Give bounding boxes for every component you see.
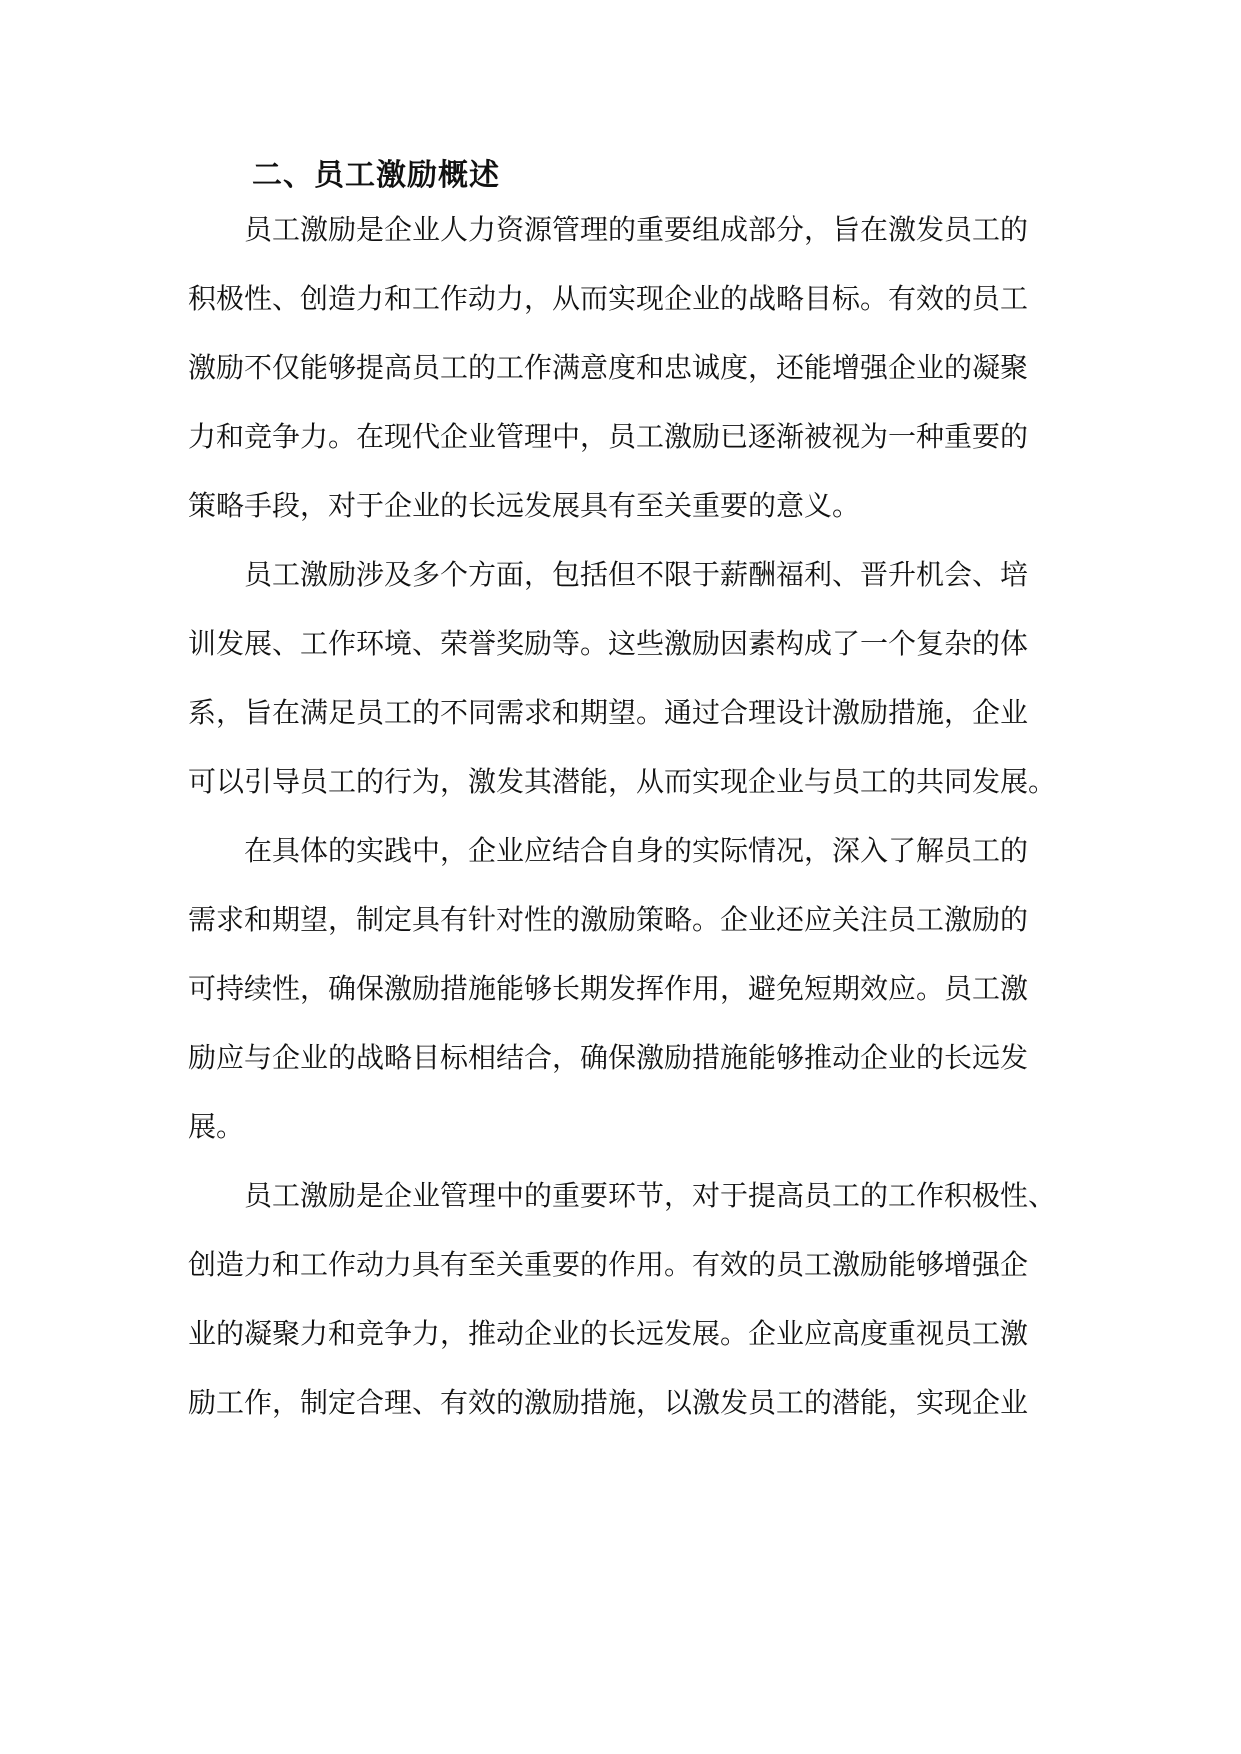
paragraph-1-line-1: 员工激励是企业人力资源管理的重要组成部分，旨在激发员工的 [244,213,1029,246]
paragraph-4-line-2: 创造力和工作动力具有至关重要的作用。有效的员工激励能够增强企 [188,1248,1029,1281]
paragraph-3-line-3: 可持续性，确保激励措施能够长期发挥作用，避免短期效应。员工激 [188,972,1029,1005]
paragraph-1-line-3: 激励不仅能够提高员工的工作满意度和忠诚度，还能增强企业的凝聚 [188,351,1029,384]
paragraph-2-line-4: 可以引导员工的行为，激发其潜能，从而实现企业与员工的共同发展。 [188,765,1057,798]
paragraph-4-line-3: 业的凝聚力和竞争力，推动企业的长远发展。企业应高度重视员工激 [188,1317,1029,1350]
paragraph-3-line-1: 在具体的实践中，企业应结合自身的实际情况，深入了解员工的 [244,834,1029,867]
paragraph-2-line-2: 训发展、工作环境、荣誉奖励等。这些激励因素构成了一个复杂的体 [188,627,1029,660]
paragraph-2-line-3: 系，旨在满足员工的不同需求和期望。通过合理设计激励措施，企业 [188,696,1029,729]
section-heading: 二、员工激励概述 [252,158,500,193]
paragraph-1-line-5: 策略手段，对于企业的长远发展具有至关重要的意义。 [188,489,861,522]
paragraph-1-line-2: 积极性、创造力和工作动力，从而实现企业的战略目标。有效的员工 [188,282,1029,315]
paragraph-3-line-4: 励应与企业的战略目标相结合，确保激励措施能够推动企业的长远发 [188,1041,1029,1074]
paragraph-3-line-5: 展。 [188,1110,245,1143]
paragraph-1-line-4: 力和竞争力。在现代企业管理中，员工激励已逐渐被视为一种重要的 [188,420,1029,453]
paragraph-4-line-1: 员工激励是企业管理中的重要环节，对于提高员工的工作积极性、 [244,1179,1057,1212]
paragraph-3-line-2: 需求和期望，制定具有针对性的激励策略。企业还应关注员工激励的 [188,903,1029,936]
paragraph-2-line-1: 员工激励涉及多个方面，包括但不限于薪酬福利、晋升机会、培 [244,558,1029,591]
paragraph-4-line-4: 励工作，制定合理、有效的激励措施，以激发员工的潜能，实现企业 [188,1386,1029,1419]
